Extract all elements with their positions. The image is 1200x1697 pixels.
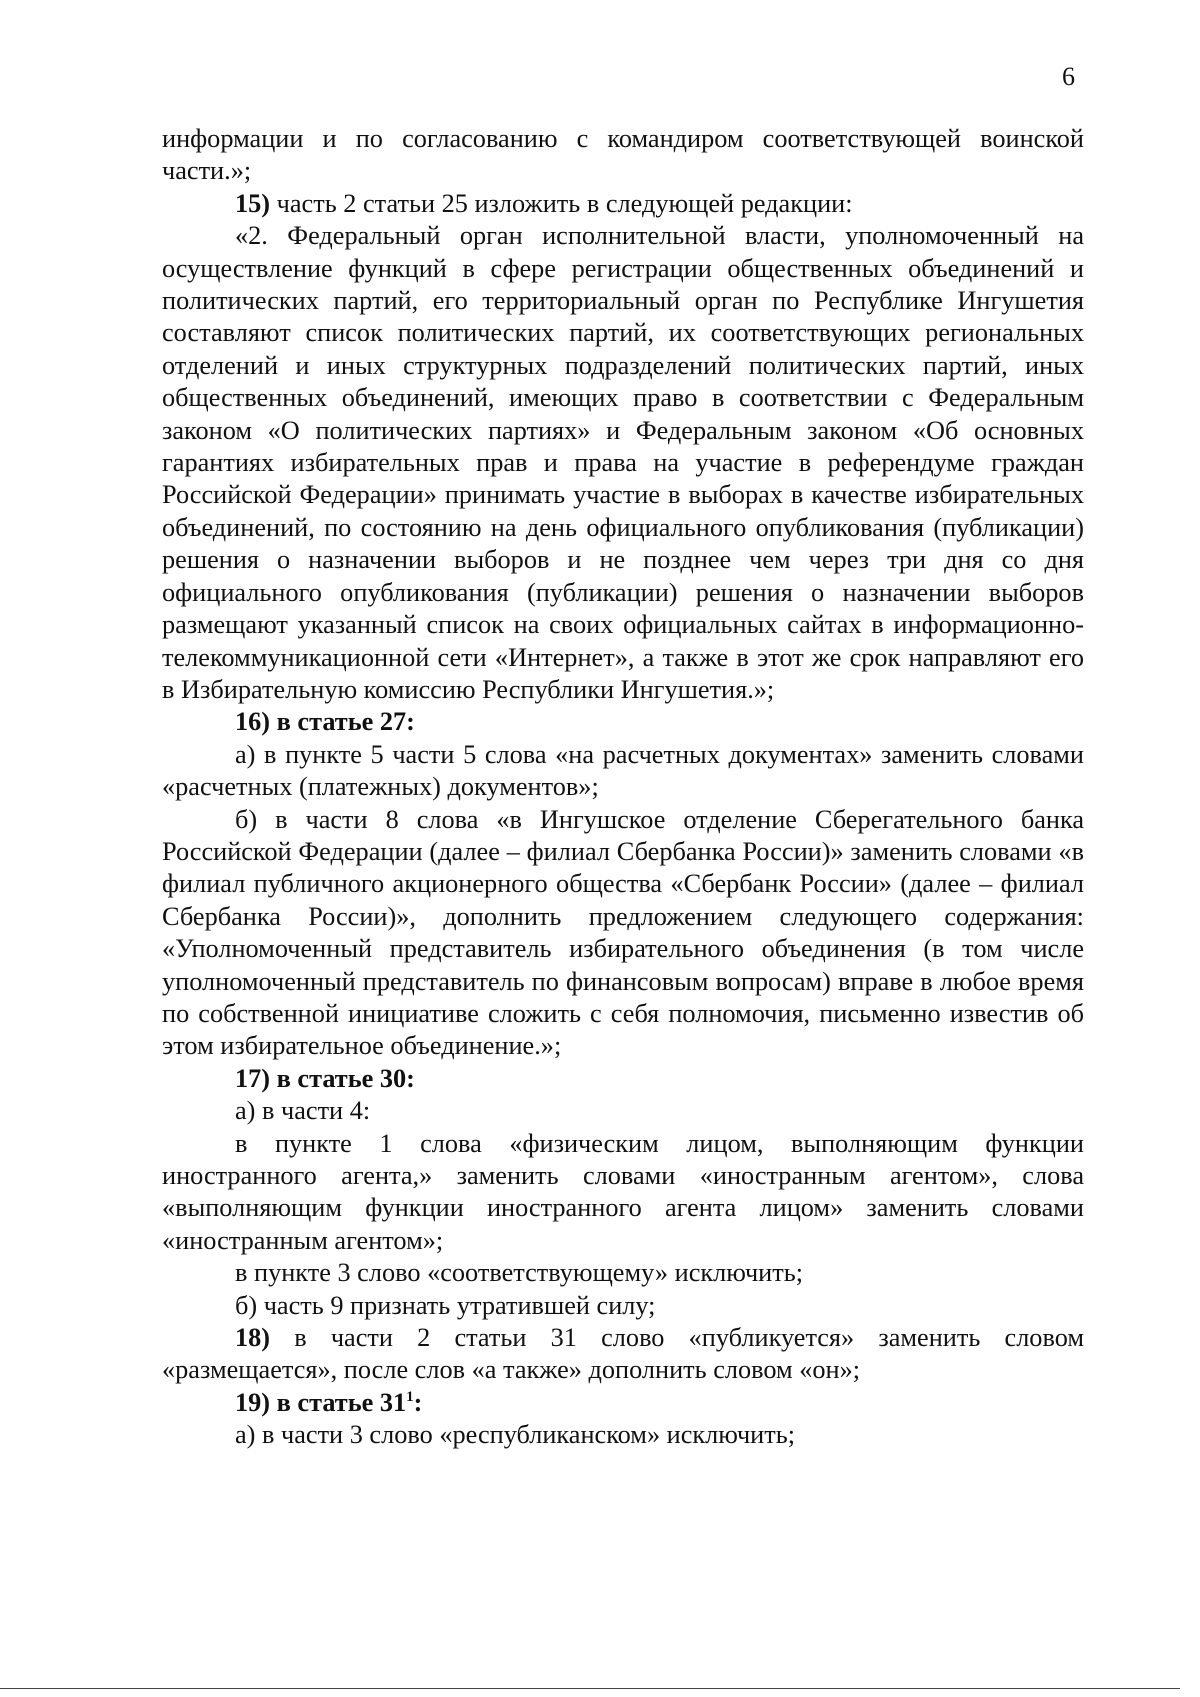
paragraph-text: в пункте 3 слово «соответствующему» исключить; xyxy=(235,1258,804,1288)
item-number: 18) xyxy=(235,1323,271,1353)
paragraph xyxy=(162,220,1084,706)
paragraph xyxy=(162,1128,1084,1258)
paragraph-text: а) в пункте 5 части 5 слова «на расчетных документах» заменить словами «расчетных (платежных) документов»; xyxy=(162,739,1084,802)
paragraph-text: в части 2 статьи 31 слово «публикуется» заменить словом «размещается», после слов «а также» дополнить словом «он»; xyxy=(162,1323,1084,1385)
bottom-scan-line xyxy=(0,1688,1180,1689)
paragraph xyxy=(162,739,1084,804)
paragraph-text: «2. Федеральный орган исполнительной власти, уполномоченный на осуществление функций в сфере регистрации общественных объединений и политических партий, его территориальный орган по Республике Ингушетия составляют список политических партий, их соответствующих региональных отделений и иных структурных подразделений политических партий, иных общественных объединений, имеющих право в соответствии с Федеральным законом «О политических партиях» и Федеральным законом «Об основных гарантиях избирательных прав и права на участие в референдуме граждан Российской Федерации» принимать участие в выборах в качестве избирательных объединений, по состоянию на день официального опубликования (публикации) решения о назначении выборов и не позднее чем через три дня со дня официального опубликования (публикации) решения о назначении выборов размещают указанный список на своих официальных сайтах в информационно-телекоммуникационной сети «Интернет», а также в этот же срок направляют его в Избирательную комиссию Республики Ингушетия.»; xyxy=(162,221,1084,704)
paragraph-text: б) в части 8 слова «в Ингушское отделение Сберегательного банка Российской Федерации (далее – филиал Сбербанка России)» заменить словами «в филиал публичного акционерного общества «Сбербанк России» (далее – филиал Сбербанка России)», дополнить предложением следующего содержания: «Уполномоченный представитель избирательного объединения (в том числе уполномоченный представитель по финансовым вопросам) вправе в любое время по собственной инициативе сложить с себя полномочия, письменно известив об этом избирательное объединение.»; xyxy=(162,804,1084,1061)
paragraph-text: в пункте 1 слова «физическим лицом, выполняющим функции иностранного агента,» заменить словами «иностранным агентом», слова «выполняющим функции иностранного агента лицом» заменить словами «иностранным агентом»; xyxy=(162,1128,1084,1255)
paragraph xyxy=(162,1257,1084,1289)
paragraph-text: часть 2 статьи 25 изложить в следующей редакции: xyxy=(270,188,853,218)
heading-text: 17) в статье 30: xyxy=(235,1063,415,1093)
heading-text: 19) в статье 31 xyxy=(235,1387,407,1417)
document-body xyxy=(162,123,1084,1452)
paragraph-text: информации и по согласованию с командиром соответствующей воинской части.»; xyxy=(162,124,1084,186)
section-heading xyxy=(162,706,1084,738)
page-number: 6 xyxy=(1062,62,1075,91)
item-number: 15) xyxy=(235,188,271,218)
paragraph xyxy=(162,1290,1084,1322)
heading-superscript: 1 xyxy=(406,1389,414,1406)
paragraph xyxy=(162,1095,1084,1127)
paragraph-text: а) в части 3 слово «республиканском» исключить; xyxy=(235,1420,796,1450)
paragraph xyxy=(162,1322,1084,1387)
paragraph-text: а) в части 4: xyxy=(235,1096,371,1126)
heading-tail: : xyxy=(413,1387,423,1417)
paragraph xyxy=(162,804,1084,1063)
paragraph xyxy=(162,1419,1084,1451)
paragraph xyxy=(162,188,1084,220)
heading-text: 16) в статье 27: xyxy=(235,707,415,737)
section-heading xyxy=(162,1387,1084,1419)
paragraph-text: б) часть 9 признать утратившей силу; xyxy=(235,1290,656,1320)
section-heading xyxy=(162,1063,1084,1095)
paragraph xyxy=(162,123,1084,188)
